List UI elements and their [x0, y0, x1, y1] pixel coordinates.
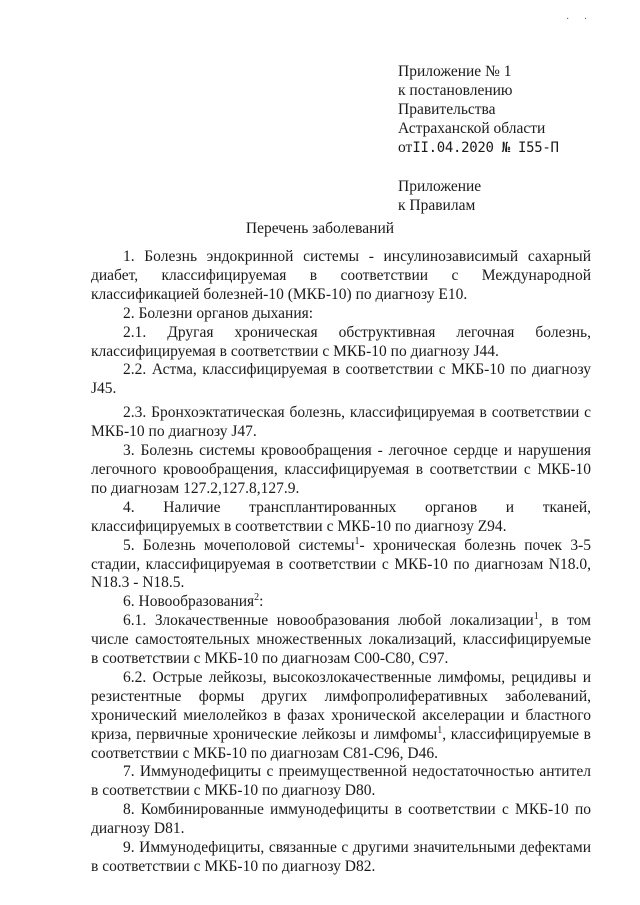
scan-marks: · · [566, 14, 594, 25]
date-value: II.04.2020 № I55-П [412, 140, 559, 156]
paragraph: 8. Комбинированные иммунодефициты в соответствии с МКБ-10 по диагнозу D81. [91, 801, 591, 838]
header-sub-line: к Правилам [398, 197, 476, 214]
header-line: Астраханской области [398, 120, 546, 137]
paragraph-text: , классифицируемые в соответствии с МКБ-10 по диагнозам С81-С96, D46. [91, 725, 591, 762]
paragraph: 2.3. Бронхоэктатическая болезнь, классифицируемая в соответствии с МКБ-10 по диагнозу J47. [91, 404, 591, 441]
paragraph-text: , в том числе самостоятельных множественных локализаций, классифицируемые в соответствии с МКБ-10 по диагнозам С00-С80, С97. [91, 612, 591, 668]
paragraph [91, 669, 591, 764]
paragraph-text: - хроническая болезнь почек 3-5 стадии, классифицируемая в соответствии с МКБ-10 по диагнозам N18.0, N18.3 - N18.5. [91, 536, 591, 592]
paragraph-text: : [259, 593, 264, 611]
paragraph: 2.2. Астма, классифицируемая в соответствии с МКБ-10 по диагнозу J45. [91, 361, 591, 398]
paragraph: 1. Болезнь эндокринной системы - инсулинозависимый сахарный диабет, классифицируемая в соответствии с Международной классификацией болезней-10 (МКБ-10) по диагнозу Е10. [91, 248, 591, 303]
paragraph [91, 612, 591, 669]
paragraph: 2. Болезни органов дыхания: [123, 304, 314, 322]
paragraph: 4. Наличие трансплантированных органов и тканей, классифицируемых в соответствии с МКБ-10 по диагнозу Z94. [91, 498, 591, 535]
paragraph-text: 6.2. Острые лейкозы, высокозлокачественные лимфомы, рецидивы и резистентные формы других лимфопролиферативных заболеваний, хронический миелолейкоз в фазах хронической акселерации и бластного криза, первичные хронические лейкозы и лимфомы [91, 668, 591, 743]
paragraph: 3. Болезнь системы кровообращения - легочное сердце и нарушения легочного кровообращения, классифицируемая в соответствии с МКБ-10 по диагнозам 127.2,127.8,127.9. [91, 442, 591, 497]
paragraph [91, 537, 591, 594]
paragraph-text: 5. Болезнь мочеполовой системы [123, 536, 355, 554]
paragraph: 2.1. Другая хроническая обструктивная легочная болезнь, классифицируемая в соответствии с МКБ-10 по диагнозу J44. [91, 323, 591, 360]
paragraph-text: 6. Новообразования [123, 593, 255, 611]
footnote-marker: 1 [354, 535, 360, 547]
footnote-marker: 1 [533, 611, 539, 623]
date-prefix: от [398, 139, 413, 156]
header-line: Правительства [398, 101, 496, 118]
header-sub-line: Приложение [398, 178, 482, 195]
footnote-marker: 1 [437, 724, 443, 736]
paragraph [91, 593, 591, 612]
header-line: к постановлению [398, 82, 513, 99]
footnote-marker: 2 [254, 592, 260, 604]
header-line: Приложение № 1 [398, 63, 512, 80]
appendix-header [398, 62, 559, 215]
header-date-line [398, 138, 559, 158]
paragraph: 9. Иммунодефициты, связанные с другими значительными дефектами в соответствии с МКБ-10 по диагнозу D82. [91, 839, 591, 875]
document-title: Перечень заболеваний [245, 220, 395, 237]
paragraph-text: 6.1. Злокачественные новообразования любой локализации [123, 612, 534, 630]
document-body [91, 248, 591, 877]
paragraph: 7. Иммунодефициты с преимущественной недостаточностью антител в соответствии с МКБ-10 по диагнозу D80. [91, 763, 591, 800]
